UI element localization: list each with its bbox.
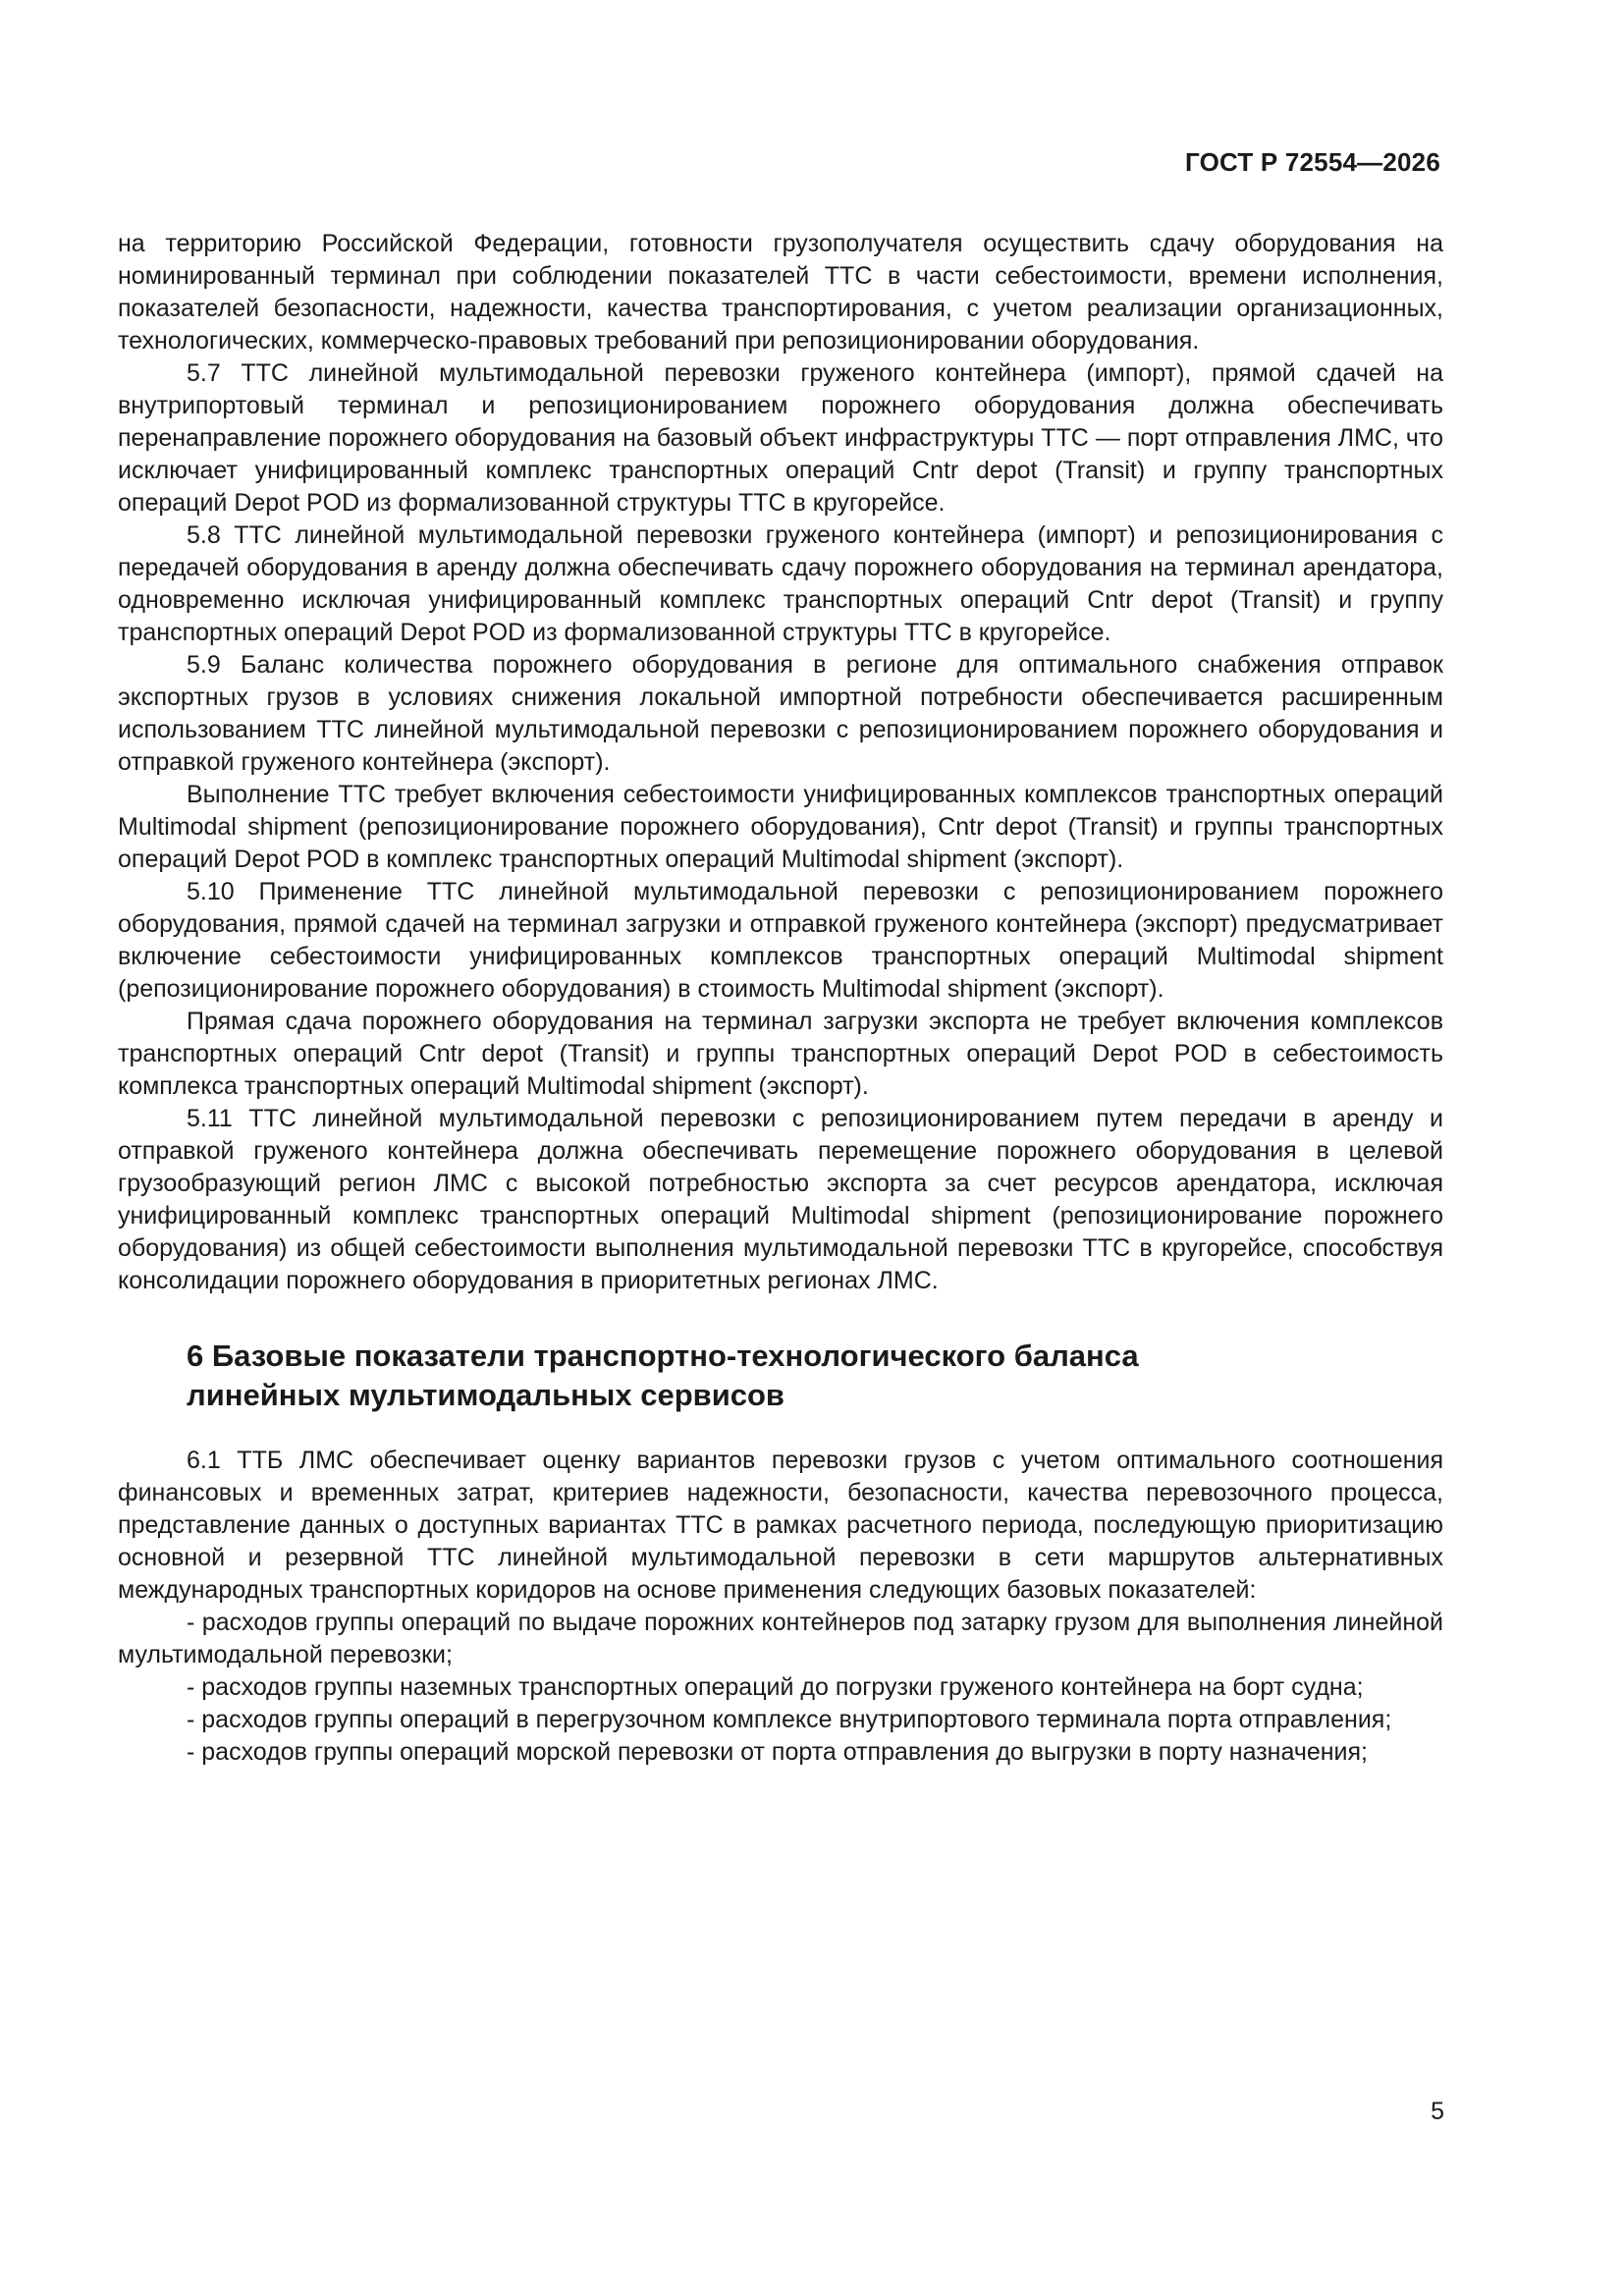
list-item: - расходов группы операций морской перевозки от порта отправления до выгрузки в порту назначения; bbox=[187, 1738, 1369, 1766]
paragraph-5-7: 5.7 ТТС линейной мультимодальной перевозки груженого контейнера (импорт), прямой сдачей на внутрипортовый терминал и репозиционированием порожнего оборудования должна обеспечивать перенаправление порожнего оборудования на базовый объект инфраструктуры ТТС — порт отправления ЛМС, что исключает унифицированный комплекс транспортных операций Cntr depot (Transit) и группу транспортных операций Depot POD из формализованной структуры ТТС в кругорейсе. bbox=[118, 359, 1443, 517]
section-6-heading bbox=[187, 1337, 1443, 1415]
list-item: - расходов группы наземных транспортных операций до погрузки груженого контейнера на борт судна; bbox=[187, 1673, 1364, 1701]
list-item: - расходов группы операций по выдаче порожних контейнеров под затарку грузом для выполнения линейной мультимодальной перевозки; bbox=[118, 1609, 1443, 1668]
document-code: ГОСТ Р 72554—2026 bbox=[1185, 147, 1440, 177]
paragraph-5-9-execution: Выполнение ТТС требует включения себестоимости унифицированных комплексов транспортных операций Multimodal shipment (репозиционирование порожнего оборудования), Cntr depot (Transit) и группы транспортных операций Depot POD в комплекс транспортных операций Multimodal shipment (экспорт). bbox=[118, 781, 1443, 873]
paragraph-5-8: 5.8 ТТС линейной мультимодальной перевозки груженого контейнера (импорт) и репозиционирования с передачей оборудования в аренду должна обеспечивать сдачу порожнего оборудования на терминал арендатора, одновременно исключая унифицированный комплекс транспортных операций Cntr depot (Transit) и группу транспортных операций Depot POD из формализованной структуры ТТС в кругорейсе. bbox=[118, 521, 1443, 646]
paragraph-6-1: 6.1 ТТБ ЛМС обеспечивает оценку вариантов перевозки грузов с учетом оптимального соотношения финансовых и временных затрат, критериев надежности, безопасности, качества перевозочного процесса, представление данных о доступных вариантах ТТС в рамках расчетного периода, последующую приоритизацию основной и резервной ТТС линейной мультимодальной перевозки в сети маршрутов альтернативных международных транспортных коридоров на основе применения следующих базовых показателей: bbox=[118, 1447, 1443, 1604]
paragraph-5-11: 5.11 ТТС линейной мультимодальной перевозки с репозиционированием путем передачи в аренду и отправкой груженого контейнера должна обеспечивать перемещение порожнего оборудования в целевой грузообразующий регион ЛМС с высокой потребностью экспорта за счет ресурсов арендатора, исключая унифицированный комплекс транспортных операций Multimodal shipment (репозиционирование порожнего оборудования) из общей себестоимости выполнения мультимодальной перевозки ТТС в кругорейсе, способствуя консолидации порожнего оборудования в приоритетных регионах ЛМС. bbox=[118, 1105, 1443, 1294]
paragraph-5-9: 5.9 Баланс количества порожнего оборудования в регионе для оптимального снабжения отправок экспортных грузов в условиях снижения локальной импортной потребности обеспечивается расширенным использованием ТТС линейной мультимодальной перевозки с репозиционированием порожнего оборудования и отправкой груженого контейнера (экспорт). bbox=[118, 651, 1443, 776]
page-number: 5 bbox=[1431, 2098, 1444, 2125]
paragraph-5-10-direct-delivery: Прямая сдача порожнего оборудования на терминал загрузки экспорта не требует включения комплексов транспортных операций Cntr depot (Transit) и группы транспортных операций Depot POD в себестоимость комплекса транспортных операций Multimodal shipment (экспорт). bbox=[118, 1008, 1443, 1100]
list-item: - расходов группы операций в перегрузочном комплексе внутрипортового терминала порта отправления; bbox=[187, 1706, 1392, 1733]
paragraph-continuation: на территорию Российской Федерации, готовности грузополучателя осуществить сдачу оборудования на номинированный терминал при соблюдении показателей ТТС в части себестоимости, времени исполнения, показателей безопасности, надежности, качества транспортирования, с учетом реализации организационных, технологических, коммерческо-правовых требований при репозиционировании оборудования. bbox=[118, 230, 1443, 355]
page-body bbox=[118, 228, 1443, 1769]
paragraph-5-10: 5.10 Применение ТТС линейной мультимодальной перевозки с репозиционированием порожнего оборудования, прямой сдачей на терминал загрузки и отправкой груженого контейнера (экспорт) предусматривает включение себестоимости унифицированных комплексов транспортных операций Multimodal shipment (репозиционирование порожнего оборудования) в стоимость Multimodal shipment (экспорт). bbox=[118, 878, 1443, 1003]
section-6-heading-line-2: линейных мультимодальных сервисов bbox=[187, 1378, 784, 1412]
section-6-heading-line-1: 6 Базовые показатели транспортно-технологического баланса bbox=[187, 1339, 1139, 1373]
